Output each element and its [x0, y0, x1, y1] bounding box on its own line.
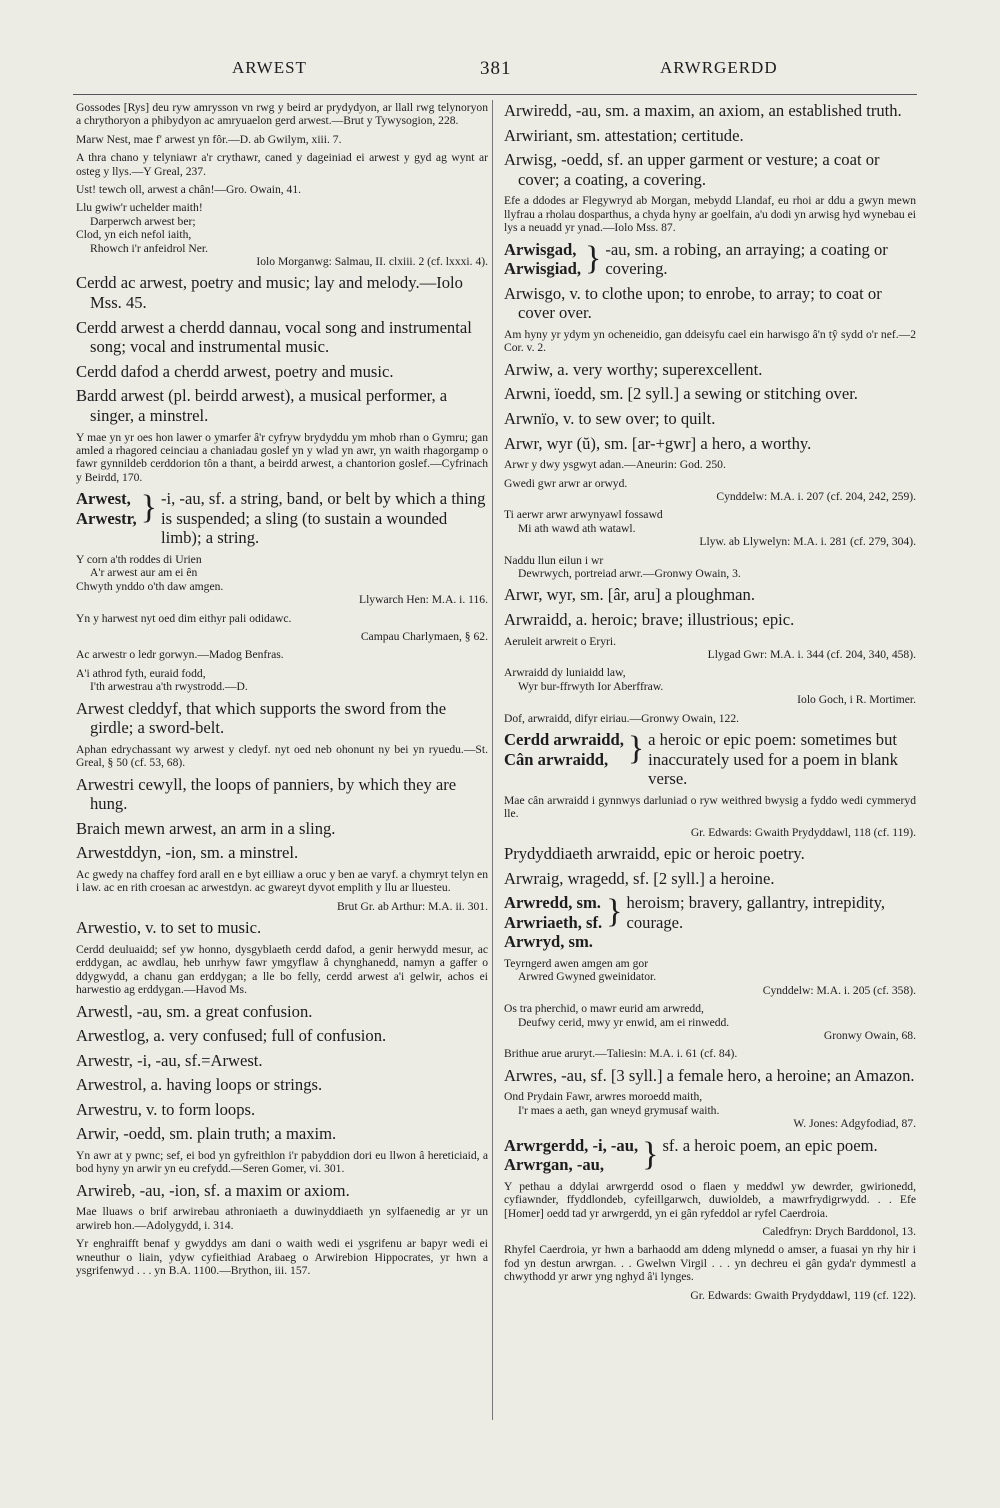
verse-line: I'r maes a aeth, gan wneyd grymusaf waith. [518, 1103, 720, 1117]
dictionary-entry: Braich mewn arwest, an arm in a sling. [76, 818, 336, 838]
verse-source: Iolo Goch, i R. Mortimer. [797, 693, 916, 707]
paired-entry [76, 489, 488, 548]
verse-line: Deufwy cerid, mwy yr enwid, am ei rinwedd. [518, 1015, 730, 1029]
verse-line: Wyr bur-ffrwyth Ior Aberffraw. [518, 679, 664, 693]
verse-source: Llyw. ab Llywelyn: M.A. i. 281 (cf. 279, 304). [699, 535, 916, 549]
quotation-block: Rhyfel Caerdroia, yr hwn a barhaodd am ddeng mlynedd o amser, a fuasai yn rhy hir i fod yn destun arwrgan. . . Gwelwn Virgil . . . yn dechreu ei gân gyda'r dymmestl a chwythodd yr arwr yng nghyd â'i lynges. [504, 1243, 916, 1284]
verse-line: I'th arwestrau a'th rwystrodd.—D. [90, 680, 248, 694]
left-column [76, 101, 488, 1283]
quotation-block: Mae lluaws o brif arwirebau athroniaeth a duwinyddiaeth yn sylfaenedig ar yr un arwireb hon.—Adolygydd, i. 314. [76, 1205, 488, 1232]
verse-source: Gronwy Owain, 68. [823, 1029, 916, 1043]
verse-line: A'r arwest aur am ei ên [90, 566, 198, 580]
verse-quotation [504, 666, 916, 706]
dictionary-entry: Arwestrol, a. having loops or strings. [76, 1075, 323, 1095]
verse-line: Dewrwych, portreiad arwr.—Gronwy Owain, 3. [518, 567, 741, 580]
verse-quotation [504, 477, 916, 504]
quotation-block: Aphan edrychassant wy arwest y cledyf. nyt oed neb ohonunt ny bei yn ryuedu.—St. Greal, § 50 (cf. 53, 68). [76, 742, 488, 770]
headword-group [76, 489, 137, 548]
quotation-block: Mae cân arwraidd i gynnwys darluniad o ryw weithred bwysig a fyddo wedi cymmeryd lle. [504, 793, 916, 821]
quotation-block: Yr enghraifft benaf y gwyddys am dani o waith wedi ei ysgrifenu ar bapyr wedi ei wneuthur o liain, ydyw cyfieithiad Arabaeg o Arwirebion Hippocrates, yr hwn a ysgrifenwyd . . . yn B.A. 1100.—Brython, iii. 157. [76, 1237, 488, 1278]
quotation-block: Brithue arue aruryt.—Taliesin: M.A. i. 61 (cf. 84). [504, 1047, 738, 1061]
dictionary-entry: Arwestri cewyll, the loops of panniers, by which they are hung. [76, 774, 457, 814]
verse-line: Ond Prydain Fawr, arwres moroedd maith, [504, 1090, 703, 1104]
quotation-block: Y mae yn yr oes hon lawer o ymarfer â'r cyfryw brydyddu ym mhob rhan o Gymru; gan amled a rhagored ceinciau a chaniadau goslef yn y wlad yn awr, yn waith rhagorgamp o fawr gynnildeb cerddorion tôn a thant, a beirdd arwest, a chantorion goslef.—Cyfrinach y Beirdd, 170. [76, 430, 488, 484]
verse-line: Chwyth ynddo o'th daw amgen. [76, 579, 224, 593]
verse-line: A'i athrod fyth, euraid fodd, [76, 666, 206, 680]
verse-quotation [504, 508, 916, 548]
entry-definition: -au, sm. a robing, an arraying; a coating or covering. [605, 239, 888, 279]
verse-quotation [76, 667, 488, 694]
headword-group [504, 730, 624, 789]
quotation-block: Ust! tewch oll, arwest a chân!—Gro. Owain, 41. [76, 183, 302, 197]
headword: Arwryd, sm. [504, 932, 593, 952]
verse-quotation [504, 1002, 916, 1042]
right-column [504, 101, 916, 1307]
dictionary-entry: Arwisgo, v. to clothe upon; to enrobe, to array; to coat or cover over. [504, 283, 882, 323]
verse-line: Clod, yn eich nefol iaith, [76, 228, 192, 242]
verse-quotation [504, 957, 916, 997]
headword-group [504, 1136, 638, 1175]
headword: Arwest, [76, 489, 131, 509]
citation-line: Campau Charlymaen, § 62. [360, 630, 488, 644]
quotation-block: A thra chano y telyniawr a'r crythawr, caned y dageiniad ei arwest y gyd ag wynt ar osteg y llys.—Y Greal, 237. [76, 151, 488, 178]
dictionary-entry: Cerdd ac arwest, poetry and music; lay and melody.—Iolo Mss. 45. [76, 273, 463, 313]
dictionary-entry: Arwisg, -oedd, sf. an upper garment or vesture; a coat or cover; a coating, a covering. [504, 150, 880, 189]
quotation-block: Arwr y dwy ysgwyt adan.—Aneurin: God. 250. [504, 458, 726, 472]
headword-group [504, 893, 602, 952]
header-rule [73, 94, 917, 95]
running-head-right: ARWRGERDD [660, 58, 778, 77]
entry-definition: heroism; bravery, gallantry, intrepidity, courage. [626, 893, 885, 932]
dictionary-entry: Arwraidd, a. heroic; brave; illustrious; epic. [504, 610, 795, 629]
brace-glyph: } [642, 1135, 659, 1173]
dictionary-entry: Arwnïo, v. to sew over; to quilt. [504, 408, 716, 428]
dictionary-entry: Bardd arwest (pl. beirdd arwest), a musical performer, a singer, a minstrel. [76, 386, 448, 426]
citation-line: Gr. Edwards: Gwaith Prydyddawl, 119 (cf. 122). [690, 1288, 916, 1302]
headword: Arwrgerdd, -i, -au, [504, 1135, 639, 1155]
verse-quotation [504, 635, 916, 662]
quotation-block: Am hyny yr ydym yn ocheneidio, gan ddeisyfu cael ein harwisgo â'n tŷ sydd o'r nef.—2 Cor. v. 2. [504, 327, 916, 355]
verse-source: Llywarch Hen: M.A. i. 116. [358, 593, 488, 607]
dictionary-entry: Arwestru, v. to form loops. [76, 1099, 256, 1119]
verse-line: Gwedi gwr arwr ar orwyd. [504, 476, 628, 490]
verse-line: Rhowch i'r anfeidrol Ner. [90, 241, 208, 255]
paired-entry [504, 1136, 916, 1175]
dictionary-entry: Arwireb, -au, -ion, sf. a maxim or axiom. [76, 1180, 350, 1200]
verse-source: W. Jones: Adgyfodiad, 87. [793, 1117, 916, 1131]
citation-line: Gr. Edwards: Gwaith Prydyddawl, 118 (cf. 119). [690, 825, 916, 839]
dictionary-entry: Arwres, -au, sf. [3 syll.] a female hero, a heroine; an Amazon. [504, 1065, 915, 1085]
brace-glyph: } [140, 489, 157, 527]
headword: Cân arwraidd, [504, 749, 609, 769]
headword: Arwisgiad, [504, 259, 581, 279]
verse-line: Teyrngerd awen amgen am gor [504, 957, 649, 970]
paired-entry [504, 240, 916, 279]
dictionary-entry: Cerdd arwest a cherdd dannau, vocal song and instrumental song; vocal and instrumental music. [76, 317, 472, 357]
headword: Arwriaeth, sf. [504, 912, 603, 932]
quotation-block: Gossodes [Rys] deu ryw amrysson vn rwg y beird ar prydydyon, ar llall rwg telynoryon a chrythoryon a phibydyon ac amryuaelon gerd arwest.—Brut y Tywysogion, 228. [76, 101, 488, 128]
verse-source: Cynddelw: M.A. i. 205 (cf. 358). [762, 983, 916, 997]
dictionary-entry: Arwest cleddyf, that which supports the sword from the girdle; a sword-belt. [76, 698, 447, 738]
dictionary-entry: Arwr, wyr (ŭ), sm. [ar-+gwr] a hero, a worthy. [504, 433, 812, 453]
brace-glyph: } [584, 239, 602, 277]
dictionary-entry: Arwestddyn, -ion, sm. a minstrel. [76, 843, 299, 863]
verse-quotation [504, 1090, 916, 1130]
column-divider [492, 100, 493, 1420]
paired-entry [504, 893, 916, 952]
verse-source: Cynddelw: M.A. i. 207 (cf. 204, 242, 259). [716, 489, 916, 503]
dictionary-entry: Arwraig, wragedd, sf. [2 syll.] a heroine. [504, 868, 775, 888]
headword: Arwredd, sm. [504, 893, 601, 913]
brace-glyph: } [627, 730, 645, 768]
headword: Arwestr, [76, 508, 137, 528]
dictionary-entry: Arwiredd, -au, sm. a maxim, an axiom, an established truth. [504, 101, 902, 120]
dictionary-entry: Arwestl, -au, sm. a great confusion. [76, 1001, 313, 1021]
brace-glyph: } [606, 893, 623, 931]
verse-line: Arwraidd dy luniaidd law, [504, 666, 626, 680]
verse-quotation [76, 553, 488, 607]
verse-line: Os tra pherchid, o mawr eurid am arwredd, [504, 1002, 704, 1016]
verse-quotation [504, 554, 916, 581]
quotation-block: Dof, arwraidd, difyr eiriau.—Gronwy Owain, 122. [504, 711, 740, 725]
quotation-block: Yn awr at y pwnc; sef, ei bod yn gyfreithlon i'r pabyddion dori eu llwon â hereticiaid, a bod hyny yn arwir yn eu crefydd.—Seren Gomer, vi. 301. [76, 1149, 488, 1176]
verse-source: Iolo Morganwg: Salmau, II. clxiii. 2 (cf. lxxxi. 4). [256, 255, 488, 269]
verse-line: Y corn a'th roddes di Urien [76, 553, 202, 567]
quotation-block: Efe a ddodes ar Flegywryd ab Morgan, mebydd Llandaf, eu rhoi ar ddu a gwyn mewn llyfrau a rholau dosparthus, a chyda hyny ar goelfain, a'u dodi yn arwisg hyd wynebau ei lys a neuadd yr ynad.—Iolo Mss. 87. [504, 194, 916, 235]
dictionary-entry: Arwestlog, a. very confused; full of confusion. [76, 1026, 387, 1046]
dictionary-entry: Arwni, ïoedd, sm. [2 syll.] a sewing or stitching over. [504, 384, 858, 404]
verse-line: Naddu llun eilun i wr [504, 553, 604, 567]
quotation-block: Y pethau a ddylai arwrgerdd osod o flaen y meddwl yw dewrder, gwirionedd, cyfiawnder, ffyddlondeb, cyfeillgarwch, duwioldeb, a mawrfrydigrwydd. . . Efe [Homer] oedd tad yr arwrgerdd, yn ei gân ryfeddol ar ryfel Caerdroia. [504, 1179, 916, 1220]
running-head-left: ARWEST [232, 58, 307, 77]
verse-line: Arwred Gwyned gweinidator. [518, 970, 657, 984]
quotation-block: Yn y harwest nyt oed dim eithyr pali odidawc. [76, 611, 292, 625]
dictionary-entry: Arwestio, v. to set to music. [76, 918, 262, 938]
entry-definition: a heroic or epic poem: sometimes but inaccurately used for a poem in blank verse. [648, 730, 898, 789]
entry-definition: sf. a heroic poem, an epic poem. [662, 1135, 878, 1155]
paired-entry [504, 730, 916, 789]
quotation-block: Ac gwedy na chaffey ford arall en e byt eilliaw a oruc y ben ae varyf. a chymryt telyn en i law. ac en rith croesan ac arwestdyn. ac gwareyt dyvot emplith y llu ar lluesteu. [76, 868, 488, 895]
verse-line: Darperwch arwest ber; [90, 214, 196, 228]
citation-line: Caledfryn: Drych Barddonol, 13. [762, 1225, 916, 1239]
headword-group [504, 240, 581, 279]
dictionary-entry: Arwestr, -i, -au, sf.=Arwest. [76, 1050, 263, 1070]
headword: Arwrgan, -au, [504, 1155, 605, 1175]
verse-source: Llygad Gwr: M.A. i. 344 (cf. 204, 340, 458). [707, 648, 916, 661]
quotation-block: Ac arwestr o ledr gorwyn.—Madog Benfras. [76, 648, 284, 662]
verse-line: Ti aerwr arwr arwynyawl fossawd [504, 508, 663, 522]
dictionary-entry: Arwir, -oedd, sm. plain truth; a maxim. [76, 1124, 337, 1144]
page-number: 381 [480, 58, 512, 79]
quotation-block: Marw Nest, mae f' arwest yn fôr.—D. ab Gwilym, xiii. 7. [76, 132, 342, 146]
quotation-block: Cerdd deuluaidd; sef yw honno, dysgyblaeth cerdd dafod, a genir herwydd mesur, ac erddygan, ac awdlau, heb unrhyw fawr ymgyflaw â chynghanedd, namyn a gaffer o ddygwydd, a chanu gan erddygan; a lle bo felly, cerdd arwest a'i gelwir, achos ei harwestio ag erddygan.—Havod Ms. [76, 942, 488, 997]
dictionary-entry: Cerdd dafod a cherdd arwest, poetry and music. [76, 361, 394, 381]
verse-line: Llu gwiw'r uchelder maith! [76, 201, 203, 215]
dictionary-entry: Prydyddiaeth arwraidd, epic or heroic poetry. [504, 844, 805, 864]
citation-line: Brut Gr. ab Arthur: M.A. ii. 301. [336, 899, 488, 913]
headword: Arwisgad, [504, 239, 577, 259]
entry-definition: -i, -au, sf. a string, band, or belt by which a thing is suspended; a sling (to sustain a wounded limb); a string. [161, 489, 486, 548]
verse-line: Mi ath wawd ath watawl. [518, 521, 636, 535]
dictionary-entry: Arwiriant, sm. attestation; certitude. [504, 125, 744, 145]
verse-line: Aeruleit arwreit o Eryri. [504, 634, 617, 648]
dictionary-entry: Arwr, wyr, sm. [âr, aru] a ploughman. [504, 585, 755, 605]
headword: Cerdd arwraidd, [504, 730, 624, 750]
dictionary-entry: Arwiw, a. very worthy; superexcellent. [504, 359, 763, 379]
verse-quotation [76, 201, 488, 268]
